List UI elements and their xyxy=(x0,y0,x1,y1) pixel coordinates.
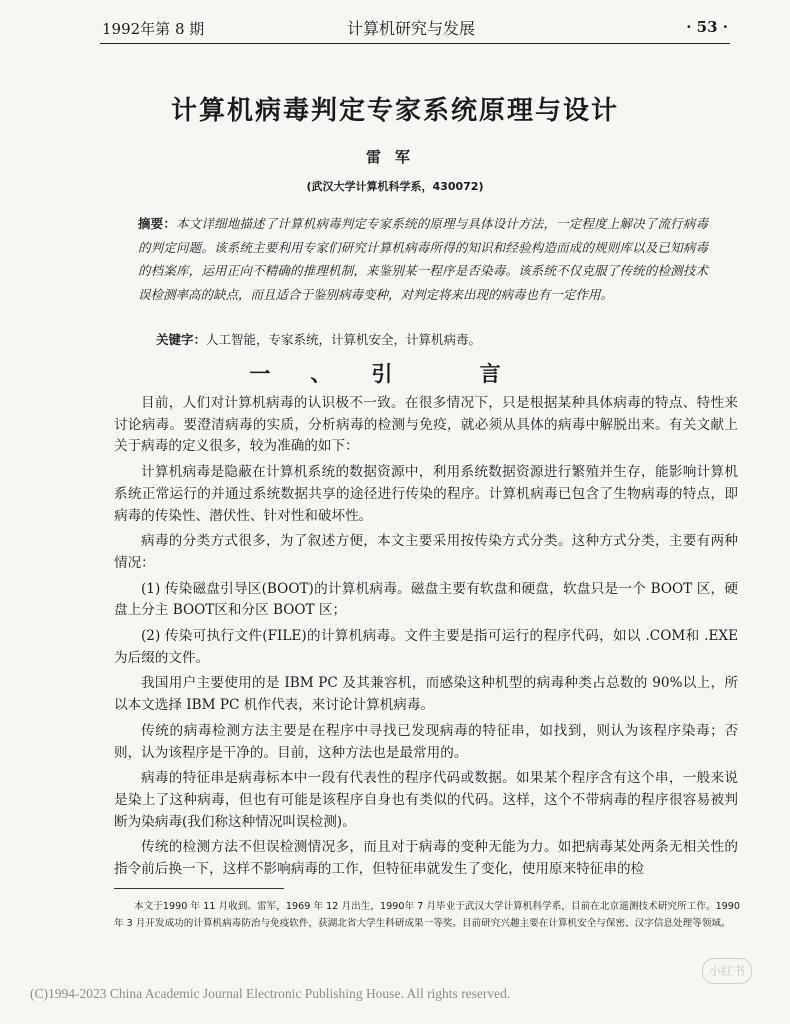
paragraph: (1) 传染磁盘引导区(BOOT)的计算机病毒。磁盘主要有软盘和硬盘，软盘只是一个 BOOT 区，硬盘上分主 BOOT区和分区 BOOT 区； xyxy=(114,580,738,619)
running-header xyxy=(102,14,728,42)
header-rule xyxy=(100,43,730,44)
footnote xyxy=(114,898,740,932)
page-number: · 53 · xyxy=(686,18,728,36)
paper-title: 计算机病毒判定专家系统原理与设计 xyxy=(170,96,619,126)
abstract-label: 摘要： xyxy=(138,216,177,231)
paragraph: 目前，人们对计算机病毒的认识极不一致。在很多情况下，只是根据某种具体病毒的特点、特性来讨论病毒。要澄清病毒的实质，分析病毒的检测与免疫，就必须从具体的病毒中解脱出来。有关文献上关于病毒的定义很多，较为准确的如下： xyxy=(114,395,738,455)
abstract xyxy=(138,212,708,306)
author-name: 雷军 xyxy=(365,148,424,166)
paragraph: 我国用户主要使用的是 IBM PC 及其兼容机，而感染这种机型的病毒种类占总数的 90%以上，所以本文选择 IBM PC 机作代表，来讨论计算机病毒。 xyxy=(114,675,738,714)
paragraph: 传统的检测方法不但误检测情况多，而且对于病毒的变种无能为力。如把病毒某处两条无相关性的指令前后换一下，这样不影响病毒的工作，但特征串就发生了变化，使用原来特征串的检 xyxy=(114,839,738,878)
footnote-text: 本文于1990 年 11 月收到。雷军，1969 年 12 月出生，1990年 7 月毕业于武汉大学计算机科学系，目前在北京遥测技术研究所工作。1990 年 3 月开发成功的计算机病毒防治与免疫软件，获湖北省大学生科研成果一等奖。目前研究兴趣主要在计算机安全与保密、汉字信息处理等领域。 xyxy=(114,901,740,929)
footnote-rule xyxy=(114,888,284,889)
keywords xyxy=(156,330,716,350)
watermark-badge: 小红书 xyxy=(702,958,752,984)
body-text xyxy=(114,393,738,885)
watermark xyxy=(646,958,756,1014)
paragraph: 病毒的分类方式很多，为了叙述方便，本文主要采用按传染方式分类。这种方式分类，主要有两种情况： xyxy=(114,533,738,571)
paragraph: 传统的病毒检测方法主要是在程序中寻找已发现病毒的特征串，如找到，则认为该程序染毒；否则，认为该程序是干净的。目前，这种方法也是最常用的。 xyxy=(114,722,738,761)
section-heading-introduction: 一、引 言 xyxy=(249,362,541,386)
journal-name: 计算机研究与发展 xyxy=(347,19,476,38)
paragraph: 病毒的特征串是病毒标本中一段有代表性的程序代码或数据。如果某个程序含有这个串，一般来说是染上了这种病毒，但也有可能是该程序自身也有类似的代码。这样，这个不带病毒的程序很容易被判断为染病毒(我们称这种情况叫误检测)。 xyxy=(114,770,738,830)
copyright-notice: (C)1994-2023 China Academic Journal Electronic Publishing House. All rights reserved. xyxy=(30,986,511,1001)
author-affiliation: (武汉大学计算机科学系，430072) xyxy=(306,180,484,193)
paragraph: (2) 传染可执行文件(FILE)的计算机病毒。文件主要是指可运行的程序代码，如以 .COM和 .EXE为后缀的文件。 xyxy=(114,628,738,666)
keywords-text: 人工智能，专家系统，计算机安全，计算机病毒。 xyxy=(206,332,482,347)
abstract-text: 本文详细地描述了计算机病毒判定专家系统的原理与具体设计方法，一定程度上解决了流行病毒的判定问题。该系统主要利用专家们研究计算机病毒所得的知识和经验构造而成的规则库以及已知病毒的档案库，运用正向不精确的推理机制，来鉴别某一程序是否染毒。该系统不仅克服了传统的检测技术误检测率高的缺点，而且适合于鉴别病毒变种，对判定将来出现的病毒也有一定作用。 xyxy=(138,216,708,302)
keywords-label: 关键字： xyxy=(156,332,207,347)
paragraph: 计算机病毒是隐蔽在计算机系统的数据资源中，利用系统数据资源进行繁殖并生存，能影响计算机系统正常运行的并通过系统数据共享的途径进行传染的程序。计算机病毒已包含了生物病毒的特点，即病毒的传染性、潜伏性、针对性和破坏性。 xyxy=(114,464,738,524)
issue-label: 1992年第 8 期 xyxy=(102,20,205,38)
